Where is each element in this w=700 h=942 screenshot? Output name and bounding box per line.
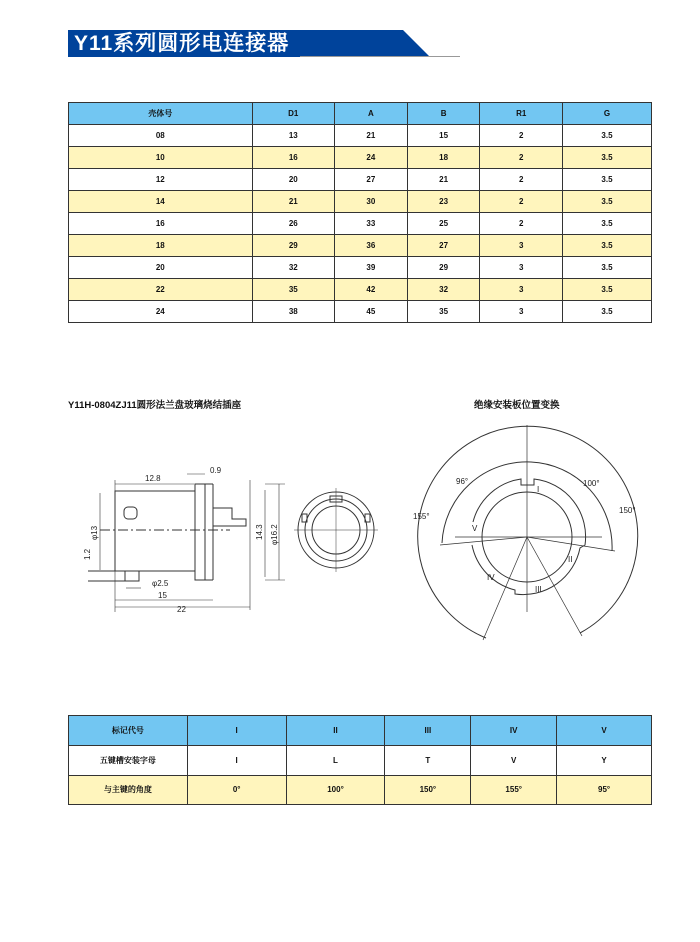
dimension-label: V bbox=[472, 524, 478, 533]
table-cell: 22 bbox=[69, 279, 253, 301]
dimension-label: φ2.5 bbox=[152, 579, 169, 588]
table-cell: 33 bbox=[335, 213, 408, 235]
table-cell: 45 bbox=[335, 301, 408, 323]
column-header: B bbox=[407, 103, 480, 125]
table-cell: 18 bbox=[69, 235, 253, 257]
table-cell: 16 bbox=[252, 147, 334, 169]
page-title: Y11系列圆形电连接器 bbox=[74, 32, 290, 55]
front-view-drawing bbox=[294, 488, 378, 572]
dimension-label: 150° bbox=[619, 506, 636, 515]
column-header: III bbox=[385, 716, 471, 746]
table-cell: 2 bbox=[480, 191, 562, 213]
table-cell: 27 bbox=[335, 169, 408, 191]
table-cell: V bbox=[471, 746, 557, 776]
table-cell: 18 bbox=[407, 147, 480, 169]
table-cell: 155° bbox=[471, 775, 557, 805]
column-header: II bbox=[286, 716, 385, 746]
table-cell: 2 bbox=[480, 169, 562, 191]
dimension-label: 1.2 bbox=[83, 548, 92, 560]
column-header: A bbox=[335, 103, 408, 125]
table-row bbox=[69, 775, 652, 805]
table-cell: 0° bbox=[187, 775, 286, 805]
side-view-drawing bbox=[83, 466, 285, 614]
table-cell: 29 bbox=[407, 257, 480, 279]
column-header: G bbox=[562, 103, 651, 125]
dimension-label: IV bbox=[487, 573, 495, 582]
key-position-diagram bbox=[413, 425, 638, 640]
table-cell: T bbox=[385, 746, 471, 776]
left-drawing-title: Y11H-0804ZJ11圆形法兰盘玻璃烧结插座 bbox=[68, 400, 242, 411]
dimension-label: 15 bbox=[158, 591, 167, 600]
table-cell: 20 bbox=[252, 169, 334, 191]
table-cell: 15 bbox=[407, 125, 480, 147]
table-cell: 23 bbox=[407, 191, 480, 213]
table-cell: 3.5 bbox=[562, 279, 651, 301]
table-cell: 10 bbox=[69, 147, 253, 169]
table-cell: 3.5 bbox=[562, 235, 651, 257]
table-cell: 21 bbox=[335, 125, 408, 147]
column-header: IV bbox=[471, 716, 557, 746]
table-cell: 150° bbox=[385, 775, 471, 805]
table-cell: 3 bbox=[480, 235, 562, 257]
column-header: V bbox=[557, 716, 652, 746]
table-cell: 20 bbox=[69, 257, 253, 279]
table-cell: 14 bbox=[69, 191, 253, 213]
column-header: 标记代号 bbox=[69, 716, 188, 746]
table-cell: L bbox=[286, 746, 385, 776]
table-cell: 3 bbox=[480, 257, 562, 279]
table-cell: Y bbox=[557, 746, 652, 776]
table-cell: 26 bbox=[252, 213, 334, 235]
dimension-label: φ16.2 bbox=[270, 524, 279, 545]
column-header: I bbox=[187, 716, 286, 746]
dimension-label: 0.9 bbox=[210, 466, 222, 475]
table-cell: 2 bbox=[480, 147, 562, 169]
table-cell: 35 bbox=[407, 301, 480, 323]
table-cell: 3.5 bbox=[562, 213, 651, 235]
table-cell: I bbox=[187, 746, 286, 776]
table-cell: 3.5 bbox=[562, 169, 651, 191]
column-header: R1 bbox=[480, 103, 562, 125]
dimension-label: II bbox=[568, 555, 573, 564]
table-cell: 12 bbox=[69, 169, 253, 191]
column-header: 壳体号 bbox=[69, 103, 253, 125]
table-cell: 2 bbox=[480, 213, 562, 235]
table-cell: 36 bbox=[335, 235, 408, 257]
dimension-label: 96° bbox=[456, 477, 469, 486]
table-cell: 16 bbox=[69, 213, 253, 235]
table-cell: 38 bbox=[252, 301, 334, 323]
table-cell: 五键槽安装字母 bbox=[69, 746, 188, 776]
dimension-label: 22 bbox=[177, 605, 186, 614]
table-cell: 3 bbox=[480, 279, 562, 301]
column-header: D1 bbox=[252, 103, 334, 125]
table-row bbox=[69, 746, 652, 776]
table-cell: 21 bbox=[252, 191, 334, 213]
table-cell: 24 bbox=[69, 301, 253, 323]
dimension-label: φ13 bbox=[90, 525, 99, 540]
table-cell: 27 bbox=[407, 235, 480, 257]
table-cell: 08 bbox=[69, 125, 253, 147]
table-cell: 13 bbox=[252, 125, 334, 147]
table-cell: 21 bbox=[407, 169, 480, 191]
dimension-label: 12.8 bbox=[145, 474, 161, 483]
dimension-label: 14.3 bbox=[255, 524, 264, 540]
table-cell: 42 bbox=[335, 279, 408, 301]
table-cell: 95° bbox=[557, 775, 652, 805]
table-cell: 3.5 bbox=[562, 301, 651, 323]
table-cell: 3.5 bbox=[562, 257, 651, 279]
dimension-label: I bbox=[537, 485, 540, 494]
table-cell: 3.5 bbox=[562, 125, 651, 147]
table-cell: 35 bbox=[252, 279, 334, 301]
table-cell: 24 bbox=[335, 147, 408, 169]
dimension-label: 155° bbox=[413, 512, 430, 521]
key-position-table bbox=[68, 715, 652, 805]
table-cell: 3.5 bbox=[562, 191, 651, 213]
table-cell: 32 bbox=[252, 257, 334, 279]
right-drawing-title: 绝缘安装板位置变换 bbox=[474, 400, 560, 411]
table-cell: 30 bbox=[335, 191, 408, 213]
table-cell: 与主键的角度 bbox=[69, 775, 188, 805]
table-cell: 25 bbox=[407, 213, 480, 235]
table-cell: 3.5 bbox=[562, 147, 651, 169]
table-cell: 100° bbox=[286, 775, 385, 805]
table-cell: 32 bbox=[407, 279, 480, 301]
table-cell: 2 bbox=[480, 125, 562, 147]
table-cell: 39 bbox=[335, 257, 408, 279]
table-cell: 29 bbox=[252, 235, 334, 257]
dimension-label: III bbox=[535, 585, 542, 594]
table-cell: 3 bbox=[480, 301, 562, 323]
dimension-label: 100° bbox=[583, 479, 600, 488]
